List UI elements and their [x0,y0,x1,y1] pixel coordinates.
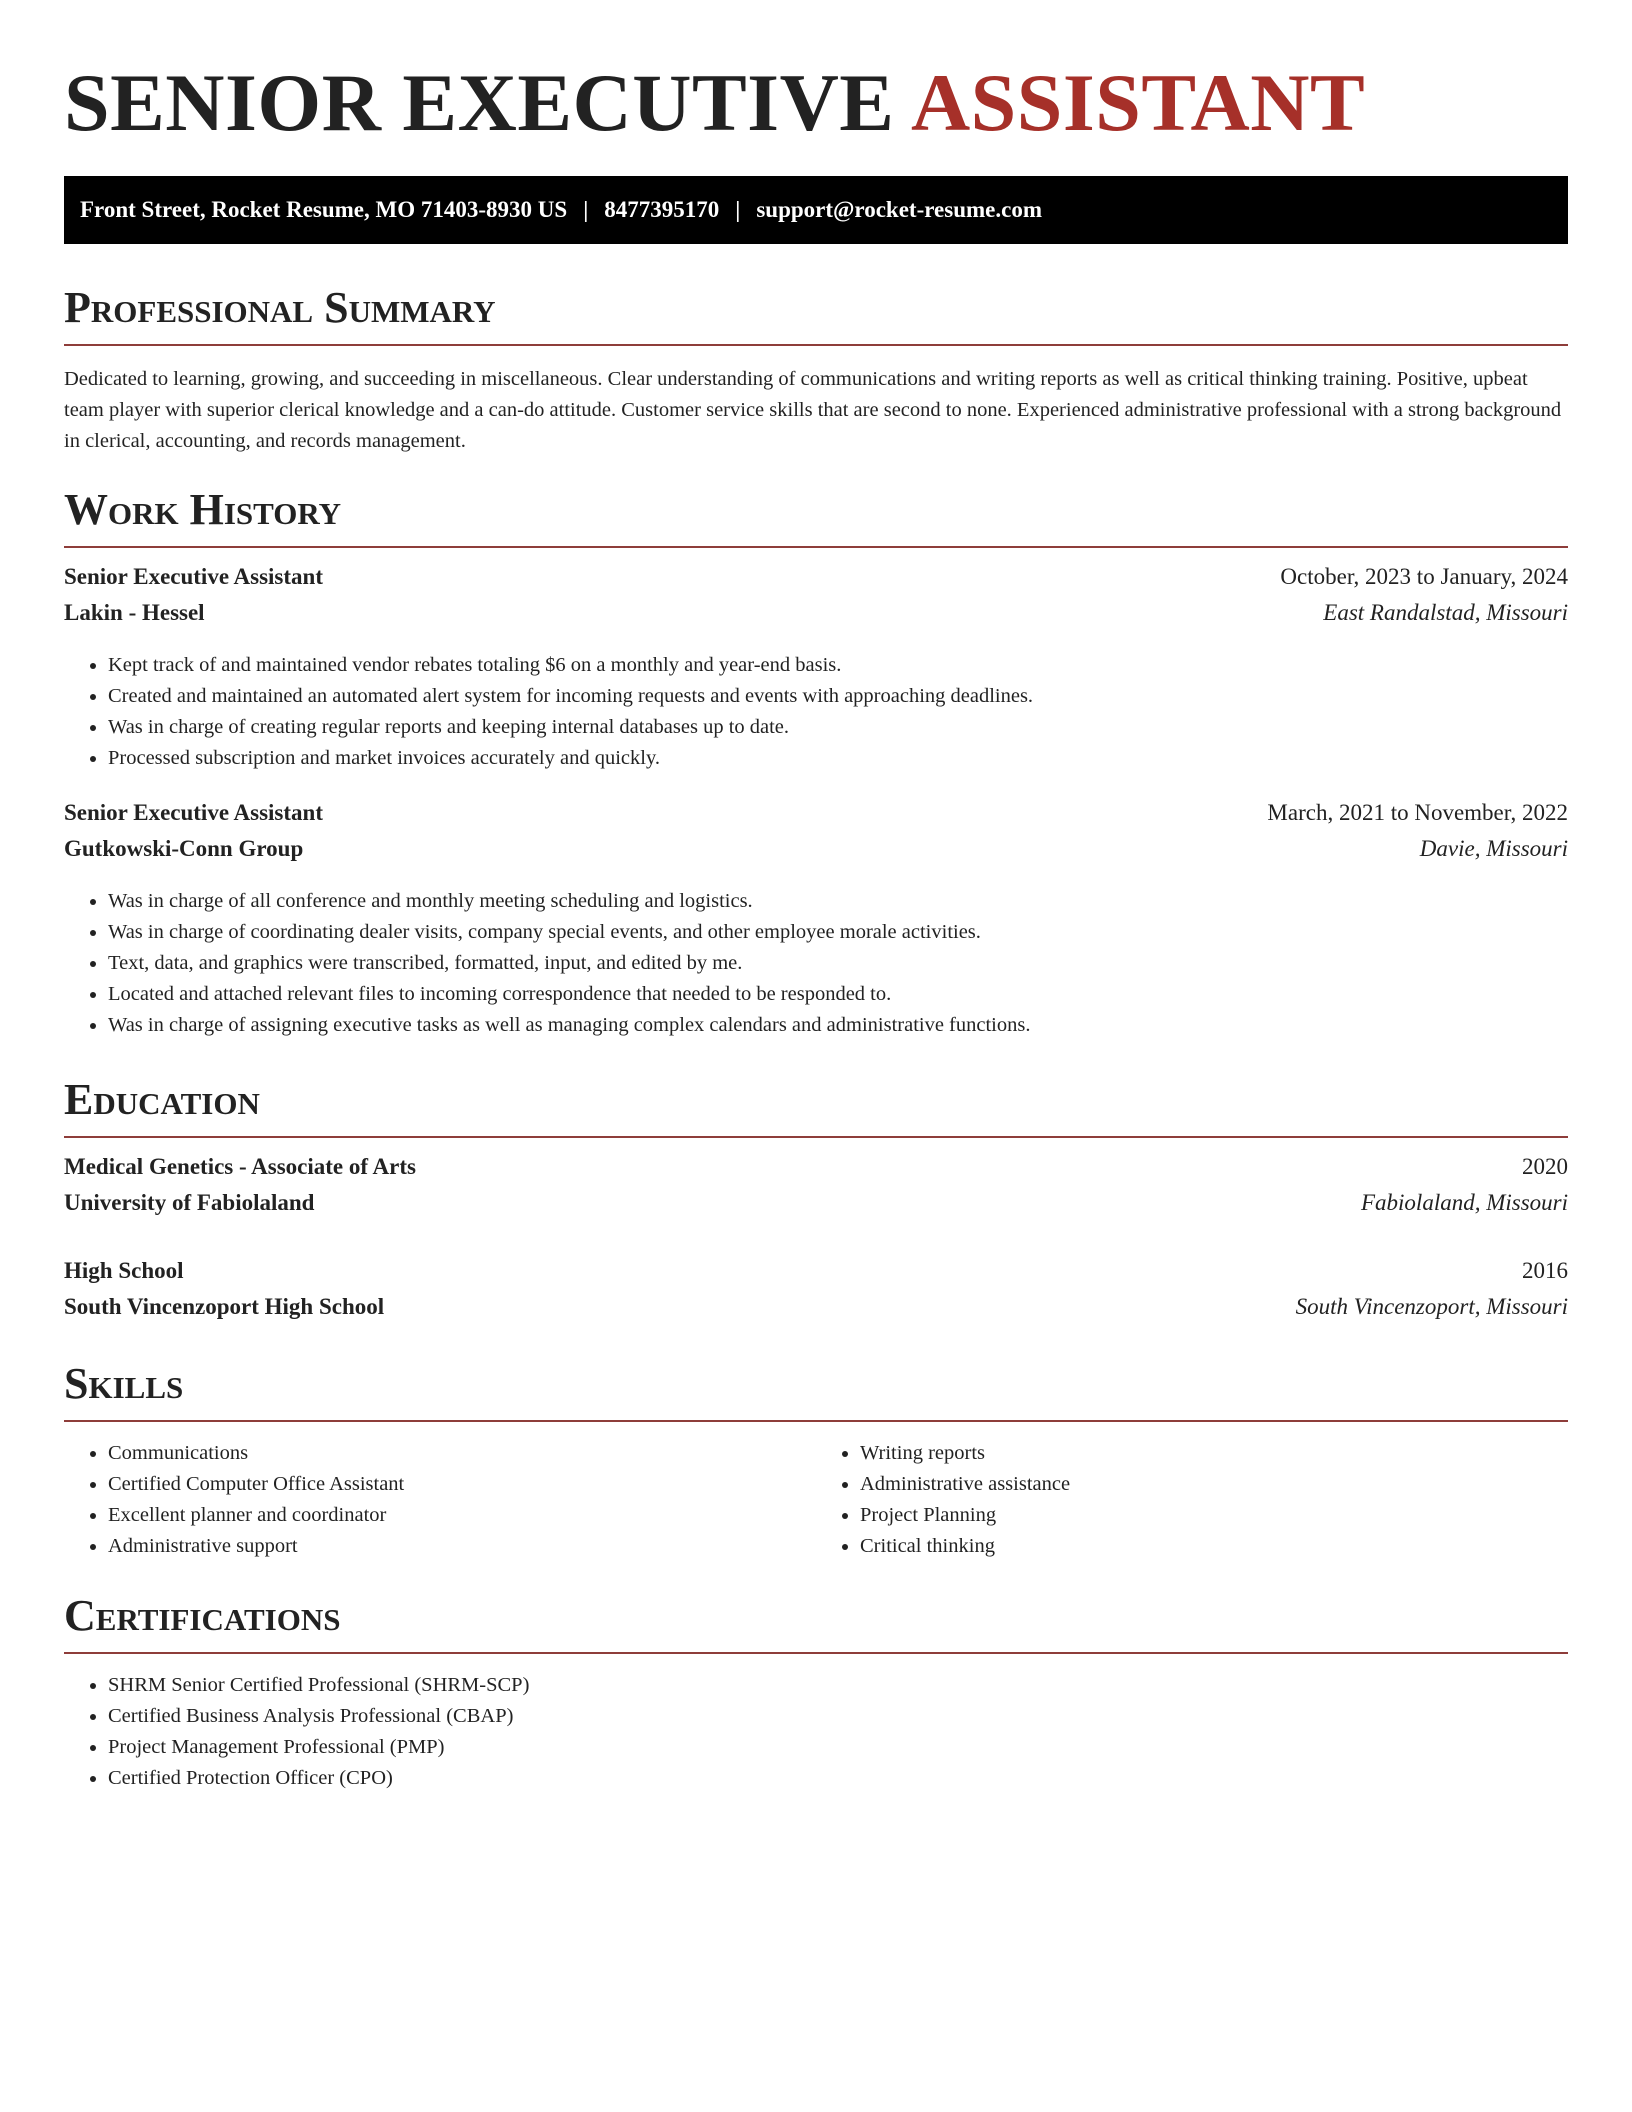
skill-item: • Communications [108,1438,816,1469]
education-location: South Vincenzoport, Missouri [1295,1294,1568,1319]
education-header-row [64,1258,1568,1294]
education-heading: Education [64,1078,1568,1138]
certification-item: • SHRM Senior Certified Professional (SHRM-SCP) [108,1670,1568,1701]
resume-name [64,56,1365,150]
job-bullet: • Created and maintained an automated alert system for incoming requests and events with approaching deadlines. [108,681,1568,712]
contact-address: Front Street, Rocket Resume, MO 71403-8930 US [80,197,568,222]
skill-item: • Critical thinking [860,1531,1568,1562]
job-header-row [64,564,1568,600]
education-year: 2020 [1522,1154,1568,1179]
job-bullet: • Was in charge of creating regular reports and keeping internal databases up to date. [108,712,1568,743]
skill-item: • Certified Computer Office Assistant [108,1469,816,1500]
skill-item: • Administrative support [108,1531,816,1562]
job-company: Gutkowski-Conn Group [64,836,304,861]
skills-heading: Skills [64,1362,1568,1422]
education-degree: Medical Genetics - Associate of Arts [64,1154,416,1179]
skill-item: • Administrative assistance [860,1469,1568,1500]
certifications-list [64,1670,1568,1794]
job-company-row [64,600,1568,636]
work-history-section [64,485,1568,1041]
job-header-row [64,800,1568,836]
job-location: Davie, Missouri [1419,836,1568,861]
education-location: Fabiolaland, Missouri [1360,1190,1568,1215]
job-bullet: • Was in charge of assigning executive tasks as well as managing complex calendars and administrative functions. [108,1010,1568,1041]
job-company-row [64,836,1568,872]
job-title: Senior Executive Assistant [64,800,323,825]
summary-section [64,283,1568,457]
education-school-row [64,1294,1568,1330]
job-bullet: • Processed subscription and market invoices accurately and quickly. [108,743,1568,774]
job-bullet: • Text, data, and graphics were transcribed, formatted, input, and edited by me. [108,948,1568,979]
name-main: SENIOR EXECUTIVE [64,57,895,148]
name-accent: ASSISTANT [910,57,1366,148]
skill-item: • Writing reports [860,1438,1568,1469]
certification-item: • Certified Business Analysis Professional (CBAP) [108,1701,1568,1732]
education-year: 2016 [1522,1258,1568,1283]
job-bullet: • Was in charge of coordinating dealer visits, company special events, and other employee morale activities. [108,917,1568,948]
certifications-heading: Certifications [64,1594,1568,1654]
certification-item: • Certified Protection Officer (CPO) [108,1763,1568,1794]
certifications-section [64,1591,1568,1794]
education-section [64,1075,1568,1330]
skills-section [64,1359,1568,1562]
job-entry [64,800,1568,1041]
job-bullet: • Was in charge of all conference and monthly meeting scheduling and logistics. [108,886,1568,917]
work-history-heading: Work History [64,488,1568,548]
education-degree: High School [64,1258,184,1283]
skills-list-left [64,1438,816,1562]
education-school: South Vincenzoport High School [64,1294,385,1319]
contact-separator: | [735,197,741,222]
job-company: Lakin - Hessel [64,600,205,625]
contact-bar [64,176,1568,244]
contact-email: support@rocket-resume.com [756,197,1042,222]
job-title: Senior Executive Assistant [64,564,323,589]
education-school-row [64,1190,1568,1226]
job-bullets [64,650,1568,774]
summary-heading: Professional Summary [64,286,1568,346]
skill-item: • Excellent planner and coordinator [108,1500,816,1531]
summary-text: Dedicated to learning, growing, and succeeding in miscellaneous. Clear understanding of communications and writing reports as well as critical thinking training. Positive, upbeat team player with superior clerical knowledge and a can-do attitude. Customer service skills that are second to none. Experienced administrative professional with a strong background in clerical, accounting, and records management. [64,368,1562,452]
contact-phone: 8477395170 [604,197,720,222]
education-entry [64,1154,1568,1226]
job-bullets [64,886,1568,1041]
job-bullet: • Located and attached relevant files to incoming correspondence that needed to be responded to. [108,979,1568,1010]
skills-list-right [816,1438,1568,1562]
job-bullet: • Kept track of and maintained vendor rebates totaling $6 on a monthly and year-end basis. [108,650,1568,681]
contact-separator: | [583,197,589,222]
skill-item: • Project Planning [860,1500,1568,1531]
job-location: East Randalstad, Missouri [1323,600,1568,625]
job-dates: March, 2021 to November, 2022 [1267,800,1568,825]
skills-columns [64,1438,1568,1562]
job-dates: October, 2023 to January, 2024 [1280,564,1568,589]
certification-item: • Project Management Professional (PMP) [108,1732,1568,1763]
education-entry [64,1258,1568,1330]
education-header-row [64,1154,1568,1190]
job-entry [64,564,1568,774]
education-school: University of Fabiolaland [64,1190,315,1215]
